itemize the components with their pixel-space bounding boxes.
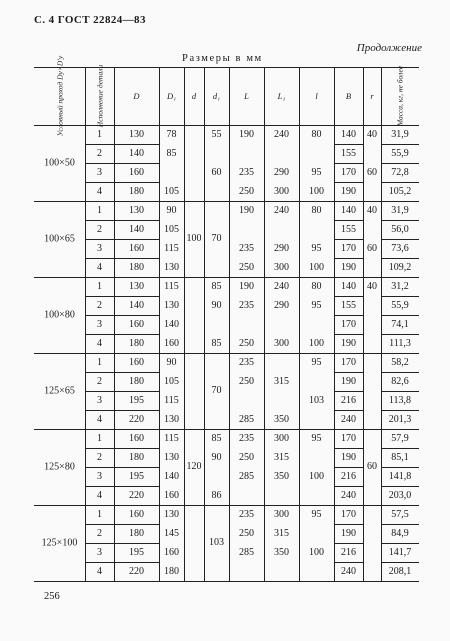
row-separator [85, 467, 159, 468]
cell-L1: 300 [274, 261, 289, 273]
row-separator [334, 467, 363, 468]
cell-ispolnenie: 3 [97, 242, 102, 254]
group-separator [34, 505, 419, 506]
group-label: 125×80 [44, 461, 75, 473]
column-header-L1: L₁ [277, 91, 286, 101]
group-label: 125×65 [44, 385, 75, 397]
row-separator [85, 524, 159, 525]
cell-D: 195 [129, 546, 144, 558]
cell-B: 155 [341, 147, 356, 159]
cell-massa: 141,7 [388, 546, 412, 558]
cell-ispolnenie: 4 [97, 565, 102, 577]
column-divider [204, 67, 205, 581]
row-separator [334, 163, 363, 164]
cell-D: 140 [129, 223, 144, 235]
column-header-r: r [370, 91, 374, 101]
cell-B: 170 [341, 508, 356, 520]
cell-D: 160 [129, 318, 144, 330]
column-header-massa: Масса, кг, не более [395, 65, 405, 127]
cell-D1: 115 [164, 280, 179, 292]
cell-L: 250 [239, 185, 254, 197]
cell-ispolnenie: 3 [97, 166, 102, 178]
cell-r: 40 [367, 204, 377, 216]
row-separator [381, 144, 419, 145]
cell-massa: 201,3 [388, 413, 412, 425]
row-separator [381, 410, 419, 411]
cell-B: 140 [341, 204, 356, 216]
row-separator [381, 524, 419, 525]
cell-massa: 109,2 [388, 261, 412, 273]
cell-D1: 115 [164, 394, 179, 406]
cell-D: 130 [129, 280, 144, 292]
row-separator [381, 486, 419, 487]
row-separator [381, 391, 419, 392]
cell-D: 195 [129, 470, 144, 482]
row-separator [381, 372, 419, 373]
continuation-label: Продолжение [356, 42, 422, 54]
page-header: С. 4 ГОСТ 22824—83 [34, 14, 146, 26]
cell-B: 190 [341, 261, 356, 273]
row-separator [85, 182, 159, 183]
cell-ispolnenie: 4 [97, 413, 102, 425]
row-separator [334, 524, 363, 525]
column-header-D1: D₁ [166, 91, 177, 101]
cell-B: 140 [341, 128, 356, 140]
cell-D1: 130 [164, 261, 179, 273]
cell-D: 160 [129, 356, 144, 368]
cell-L1: 350 [274, 546, 289, 558]
column-divider [363, 67, 364, 581]
cell-L1: 315 [274, 375, 289, 387]
row-separator [85, 144, 159, 145]
cell-D: 180 [129, 527, 144, 539]
row-separator [85, 296, 159, 297]
cell-l: 100 [309, 470, 324, 482]
row-separator [381, 296, 419, 297]
cell-d-merged: 100 [186, 233, 202, 244]
cell-L: 190 [239, 204, 254, 216]
row-separator [381, 562, 419, 563]
cell-B: 216 [341, 470, 356, 482]
cell-D1: 105 [164, 223, 179, 235]
row-separator [381, 334, 419, 335]
cell-ispolnenie: 4 [97, 337, 102, 349]
row-separator [85, 391, 159, 392]
table-border-top [34, 67, 419, 68]
row-separator [85, 543, 159, 544]
cell-L: 250 [239, 375, 254, 387]
cell-r: 60 [367, 166, 377, 178]
cell-L: 250 [239, 261, 254, 273]
cell-L1: 240 [274, 128, 289, 140]
row-separator [334, 543, 363, 544]
table-border-bottom [34, 581, 419, 582]
cell-B: 190 [341, 527, 356, 539]
cell-d1: 86 [211, 489, 222, 501]
cell-massa: 55,9 [391, 147, 409, 159]
cell-D: 195 [129, 394, 144, 406]
column-header-l: l [315, 91, 318, 101]
cell-D1: 90 [166, 204, 177, 216]
row-separator [334, 410, 363, 411]
cell-r: 40 [367, 128, 377, 140]
cell-l: 100 [309, 546, 324, 558]
row-separator [381, 258, 419, 259]
cell-d1: 90 [211, 299, 222, 311]
cell-D1: 115 [164, 432, 179, 444]
cell-D: 180 [129, 337, 144, 349]
cell-L1: 240 [274, 204, 289, 216]
row-separator [85, 220, 159, 221]
cell-B: 155 [341, 223, 356, 235]
column-divider [229, 67, 230, 581]
cell-ispolnenie: 4 [97, 489, 102, 501]
cell-B: 170 [341, 356, 356, 368]
row-separator [334, 182, 363, 183]
column-divider [264, 67, 265, 581]
group-separator [34, 353, 419, 354]
cell-ispolnenie: 1 [97, 508, 102, 520]
cell-L: 250 [239, 451, 254, 463]
cell-D: 220 [129, 489, 144, 501]
cell-L1: 300 [274, 337, 289, 349]
cell-D1: 130 [164, 413, 179, 425]
cell-l: 100 [309, 337, 324, 349]
table-caption: Размеры в мм [182, 53, 263, 64]
cell-ispolnenie: 2 [97, 527, 102, 539]
cell-D: 160 [129, 508, 144, 520]
row-separator [381, 467, 419, 468]
cell-massa: 141,8 [388, 470, 412, 482]
cell-d1-merged: 70 [211, 233, 222, 244]
cell-L: 285 [239, 413, 254, 425]
cell-D1: 145 [164, 527, 179, 539]
row-separator [85, 562, 159, 563]
cell-massa: 55,9 [391, 299, 409, 311]
cell-massa: 58,2 [391, 356, 409, 368]
cell-massa: 82,6 [391, 375, 409, 387]
cell-B: 170 [341, 166, 356, 178]
cell-d1: 85 [211, 280, 222, 292]
cell-B: 170 [341, 242, 356, 254]
cell-D1: 160 [164, 546, 179, 558]
column-header-d: d [191, 91, 197, 101]
cell-l: 95 [311, 242, 322, 254]
cell-massa: 113,8 [388, 394, 412, 406]
header-separator [34, 125, 419, 126]
cell-r: 40 [367, 280, 377, 292]
cell-D: 160 [129, 166, 144, 178]
cell-d1-merged: 70 [211, 385, 222, 396]
group-label: 100×80 [44, 309, 75, 321]
cell-B: 155 [341, 299, 356, 311]
cell-massa: 31,9 [391, 128, 409, 140]
row-separator [334, 448, 363, 449]
cell-ispolnenie: 1 [97, 432, 102, 444]
cell-ispolnenie: 1 [97, 280, 102, 292]
cell-L1: 315 [274, 527, 289, 539]
column-header-ispolnenie: Исполнение детали [95, 64, 104, 128]
row-separator [85, 258, 159, 259]
cell-l: 103 [309, 394, 324, 406]
cell-d-merged: 120 [186, 461, 202, 472]
cell-D: 140 [129, 299, 144, 311]
group-label: 100×50 [44, 157, 75, 169]
cell-B: 190 [341, 451, 356, 463]
cell-L1: 300 [274, 185, 289, 197]
cell-L1: 315 [274, 451, 289, 463]
cell-B: 216 [341, 546, 356, 558]
row-separator [381, 163, 419, 164]
cell-D: 130 [129, 128, 144, 140]
cell-massa: 31,9 [391, 204, 409, 216]
cell-ispolnenie: 3 [97, 318, 102, 330]
cell-massa: 73,6 [391, 242, 409, 254]
row-separator [85, 334, 159, 335]
cell-L: 235 [239, 166, 254, 178]
cell-massa: 72,8 [391, 166, 409, 178]
row-separator [85, 486, 159, 487]
cell-l: 100 [309, 185, 324, 197]
cell-D1: 180 [164, 565, 179, 577]
cell-massa: 84,9 [391, 527, 409, 539]
cell-L: 235 [239, 432, 254, 444]
row-separator [85, 239, 159, 240]
column-divider [159, 67, 160, 581]
cell-l: 95 [311, 356, 322, 368]
cell-L: 235 [239, 242, 254, 254]
row-separator [334, 372, 363, 373]
cell-L1: 300 [274, 432, 289, 444]
cell-d1-merged: 103 [209, 537, 224, 548]
row-separator [334, 220, 363, 221]
cell-massa: 57,9 [391, 432, 409, 444]
cell-D1: 78 [166, 128, 177, 140]
cell-ispolnenie: 2 [97, 451, 102, 463]
group-separator [34, 201, 419, 202]
cell-l: 95 [311, 166, 322, 178]
cell-B: 170 [341, 432, 356, 444]
cell-L1: 300 [274, 508, 289, 520]
cell-massa: 208,1 [388, 565, 412, 577]
group-label: 100×65 [44, 233, 75, 245]
cell-ispolnenie: 3 [97, 470, 102, 482]
cell-D1: 85 [166, 147, 177, 159]
cell-L: 235 [239, 508, 254, 520]
row-separator [85, 410, 159, 411]
cell-D1: 130 [164, 508, 179, 520]
row-separator [334, 486, 363, 487]
row-separator [381, 182, 419, 183]
row-separator [85, 372, 159, 373]
cell-D: 160 [129, 432, 144, 444]
cell-d1-merged: 55 [211, 128, 222, 140]
cell-massa: 56,0 [391, 223, 409, 235]
column-header-d1: d₁ [212, 91, 221, 101]
row-separator [334, 296, 363, 297]
cell-D1: 140 [164, 318, 179, 330]
cell-ispolnenie: 3 [97, 546, 102, 558]
column-header-uslovny: Условный проход Dу×D'у [55, 55, 64, 137]
cell-L1: 290 [274, 166, 289, 178]
cell-L1: 290 [274, 242, 289, 254]
cell-B: 170 [341, 318, 356, 330]
cell-D: 180 [129, 375, 144, 387]
cell-B: 216 [341, 394, 356, 406]
cell-D1: 130 [164, 299, 179, 311]
cell-D: 130 [129, 204, 144, 216]
cell-D1: 105 [164, 185, 179, 197]
cell-B: 240 [341, 565, 356, 577]
cell-massa: 105,2 [388, 185, 412, 197]
cell-l: 95 [311, 508, 322, 520]
cell-D: 180 [129, 451, 144, 463]
row-separator [334, 239, 363, 240]
cell-massa: 31,2 [391, 280, 409, 292]
row-separator [381, 220, 419, 221]
column-divider [184, 67, 185, 581]
cell-L1: 290 [274, 299, 289, 311]
cell-massa: 111,3 [389, 337, 411, 349]
group-label: 125×100 [41, 537, 78, 549]
cell-L: 190 [239, 280, 254, 292]
cell-B: 240 [341, 413, 356, 425]
row-separator [85, 315, 159, 316]
page-number: 256 [44, 591, 60, 602]
column-divider [299, 67, 300, 581]
column-header-B: B [345, 91, 352, 101]
cell-l: 95 [311, 299, 322, 311]
cell-B: 190 [341, 375, 356, 387]
cell-D1: 160 [164, 337, 179, 349]
cell-ispolnenie: 3 [97, 394, 102, 406]
cell-ispolnenie: 2 [97, 147, 102, 159]
cell-ispolnenie: 1 [97, 128, 102, 140]
cell-D: 140 [129, 147, 144, 159]
cell-massa: 57,5 [391, 508, 409, 520]
row-separator [334, 258, 363, 259]
cell-B: 190 [341, 185, 356, 197]
cell-ispolnenie: 2 [97, 223, 102, 235]
row-separator [334, 391, 363, 392]
cell-massa: 74,1 [391, 318, 409, 330]
row-separator [381, 543, 419, 544]
cell-D: 160 [129, 242, 144, 254]
cell-L: 190 [239, 128, 254, 140]
cell-D: 220 [129, 565, 144, 577]
row-separator [381, 239, 419, 240]
cell-L1: 350 [274, 413, 289, 425]
column-header-L: L [244, 91, 249, 101]
cell-L: 235 [239, 299, 254, 311]
cell-D1: 90 [166, 356, 177, 368]
cell-B: 240 [341, 489, 356, 501]
cell-L1: 350 [274, 470, 289, 482]
row-separator [334, 334, 363, 335]
row-separator [381, 315, 419, 316]
cell-ispolnenie: 1 [97, 204, 102, 216]
row-separator [334, 144, 363, 145]
row-separator [381, 448, 419, 449]
cell-ispolnenie: 4 [97, 185, 102, 197]
cell-B: 140 [341, 280, 356, 292]
cell-massa: 203,0 [388, 489, 412, 501]
cell-D1: 140 [164, 470, 179, 482]
row-separator [85, 448, 159, 449]
cell-L1: 240 [274, 280, 289, 292]
cell-ispolnenie: 1 [97, 356, 102, 368]
cell-d1-merged: 60 [211, 166, 222, 178]
cell-D: 220 [129, 413, 144, 425]
cell-D1: 130 [164, 451, 179, 463]
row-separator [334, 315, 363, 316]
cell-r: 60 [367, 242, 377, 254]
cell-D1: 160 [164, 489, 179, 501]
cell-d1: 85 [211, 432, 222, 444]
cell-d1: 90 [211, 451, 222, 463]
cell-l: 80 [311, 204, 322, 216]
cell-l: 100 [309, 261, 324, 273]
row-separator [85, 163, 159, 164]
cell-massa: 85,1 [391, 451, 409, 463]
cell-L: 285 [239, 546, 254, 558]
cell-L: 235 [239, 356, 254, 368]
cell-l: 80 [311, 128, 322, 140]
cell-l: 95 [311, 432, 322, 444]
cell-L: 250 [239, 527, 254, 539]
cell-D1: 105 [164, 375, 179, 387]
cell-L: 285 [239, 470, 254, 482]
group-separator [34, 429, 419, 430]
group-separator [34, 277, 419, 278]
cell-D1: 115 [164, 242, 179, 254]
cell-B: 190 [341, 337, 356, 349]
row-separator [334, 562, 363, 563]
cell-l: 80 [311, 280, 322, 292]
cell-D: 180 [129, 261, 144, 273]
cell-ispolnenie: 2 [97, 299, 102, 311]
cell-d1: 85 [211, 337, 222, 349]
cell-D: 180 [129, 185, 144, 197]
cell-ispolnenie: 4 [97, 261, 102, 273]
cell-ispolnenie: 2 [97, 375, 102, 387]
column-header-D: D [133, 91, 140, 101]
cell-r-merged: 60 [367, 461, 377, 472]
cell-L: 250 [239, 337, 254, 349]
